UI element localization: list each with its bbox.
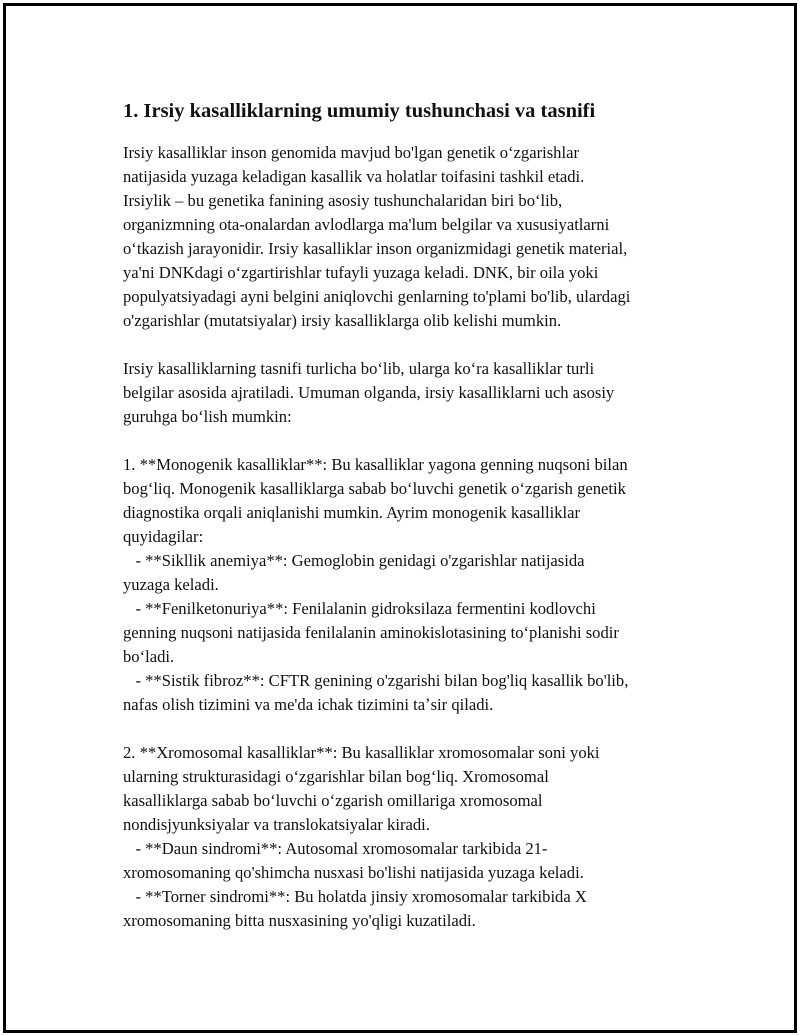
text-line: kasalliklarga sabab bo‘luvchi o‘zgarish omillariga xromosomal <box>123 791 543 810</box>
text-line: - **Torner sindromi**: Bu holatda jinsiy xromosomalar tarkibida X <box>123 887 587 906</box>
text-line: o‘tkazish jarayonidir. Irsiy kasalliklar inson organizmidagi genetik material, <box>123 239 628 258</box>
text-line: ularning strukturasidagi o‘zgarishlar bilan bog‘liq. Xromosomal <box>123 767 549 786</box>
text-line: nafas olish tizimini va me'da ichak tizimini taʼsir qiladi. <box>123 695 494 714</box>
text-line: ya'ni DNKdagi o‘zgartirishlar tufayli yuzaga keladi. DNK, bir oila yoki <box>123 263 599 282</box>
text-line: - **Daun sindromi**: Autosomal xromosomalar tarkibida 21- <box>123 839 548 858</box>
text-line: guruhga bo‘lish mumkin: <box>123 407 292 426</box>
text-line: o'zgarishlar (mutatsiyalar) irsiy kasalliklarga olib kelishi mumkin. <box>123 311 562 330</box>
text-line: diagnostika orqali aniqlanishi mumkin. Ayrim monogenik kasalliklar <box>123 503 581 522</box>
text-line: bog‘liq. Monogenik kasalliklarga sabab bo‘luvchi genetik o‘zgarish genetik <box>123 479 626 498</box>
paragraphs-container <box>123 141 698 933</box>
text-line: Irsiy kasalliklar inson genomida mavjud bo'lgan genetik o‘zgarishlar <box>123 143 579 162</box>
section-title: 1. Irsiy kasalliklarning umumiy tushunchasi va tasnifi <box>123 100 596 122</box>
paragraph <box>123 141 698 333</box>
text-line: bo‘ladi. <box>123 647 175 666</box>
text-line: nondisjyunksiyalar va translokatsiyalar kiradi. <box>123 815 430 834</box>
text-line: Irsiylik – bu genetika fanining asosiy tushunchalaridan biri bo‘lib, <box>123 191 563 210</box>
paragraph <box>123 741 698 933</box>
text-line: belgilar asosida ajratiladi. Umuman olganda, irsiy kasalliklarni uch asosiy <box>123 383 615 402</box>
text-line: organizmning ota-onalardan avlodlarga ma'lum belgilar va xususiyatlarni <box>123 215 610 234</box>
document-body <box>123 97 698 933</box>
text-line: quyidagilar: <box>123 527 204 546</box>
text-line: xromosomaning qo'shimcha nusxasi bo'lishi natijasida yuzaga keladi. <box>123 863 584 882</box>
paragraph <box>123 453 698 717</box>
text-line: natijasida yuzaga keladigan kasallik va holatlar toifasini tashkil etadi. <box>123 167 585 186</box>
text-line: yuzaga keladi. <box>123 575 219 594</box>
text-line: - **Sikllik anemiya**: Gemoglobin genidagi o'zgarishlar natijasida <box>123 551 585 570</box>
text-line: 2. **Xromosomal kasalliklar**: Bu kasalliklar xromosomalar soni yoki <box>123 743 600 762</box>
paragraph-gap <box>123 429 698 453</box>
text-line: 1. **Monogenik kasalliklar**: Bu kasalliklar yagona genning nuqsoni bilan <box>123 455 628 474</box>
text-line: genning nuqsoni natijasida fenilalanin aminokislotasining to‘planishi sodir <box>123 623 619 642</box>
paragraph <box>123 357 698 429</box>
text-line: populyatsiyadagi ayni belgini aniqlovchi genlarning to'plami bo'lib, ulardagi <box>123 287 631 306</box>
paragraph-gap <box>123 717 698 741</box>
page-frame <box>3 3 797 1033</box>
text-line: - **Fenilketonuriya**: Fenilalanin gidroksilaza fermentini kodlovchi <box>123 599 596 618</box>
text-line: - **Sistik fibroz**: CFTR genining o'zgarishi bilan bog'liq kasallik bo'lib, <box>123 671 629 690</box>
text-line: xromosomaning bitta nusxasining yo'qligi kuzatiladi. <box>123 911 476 930</box>
text-line: Irsiy kasalliklarning tasnifi turlicha bo‘lib, ularga ko‘ra kasalliklar turli <box>123 359 595 378</box>
paragraph-gap <box>123 333 698 357</box>
